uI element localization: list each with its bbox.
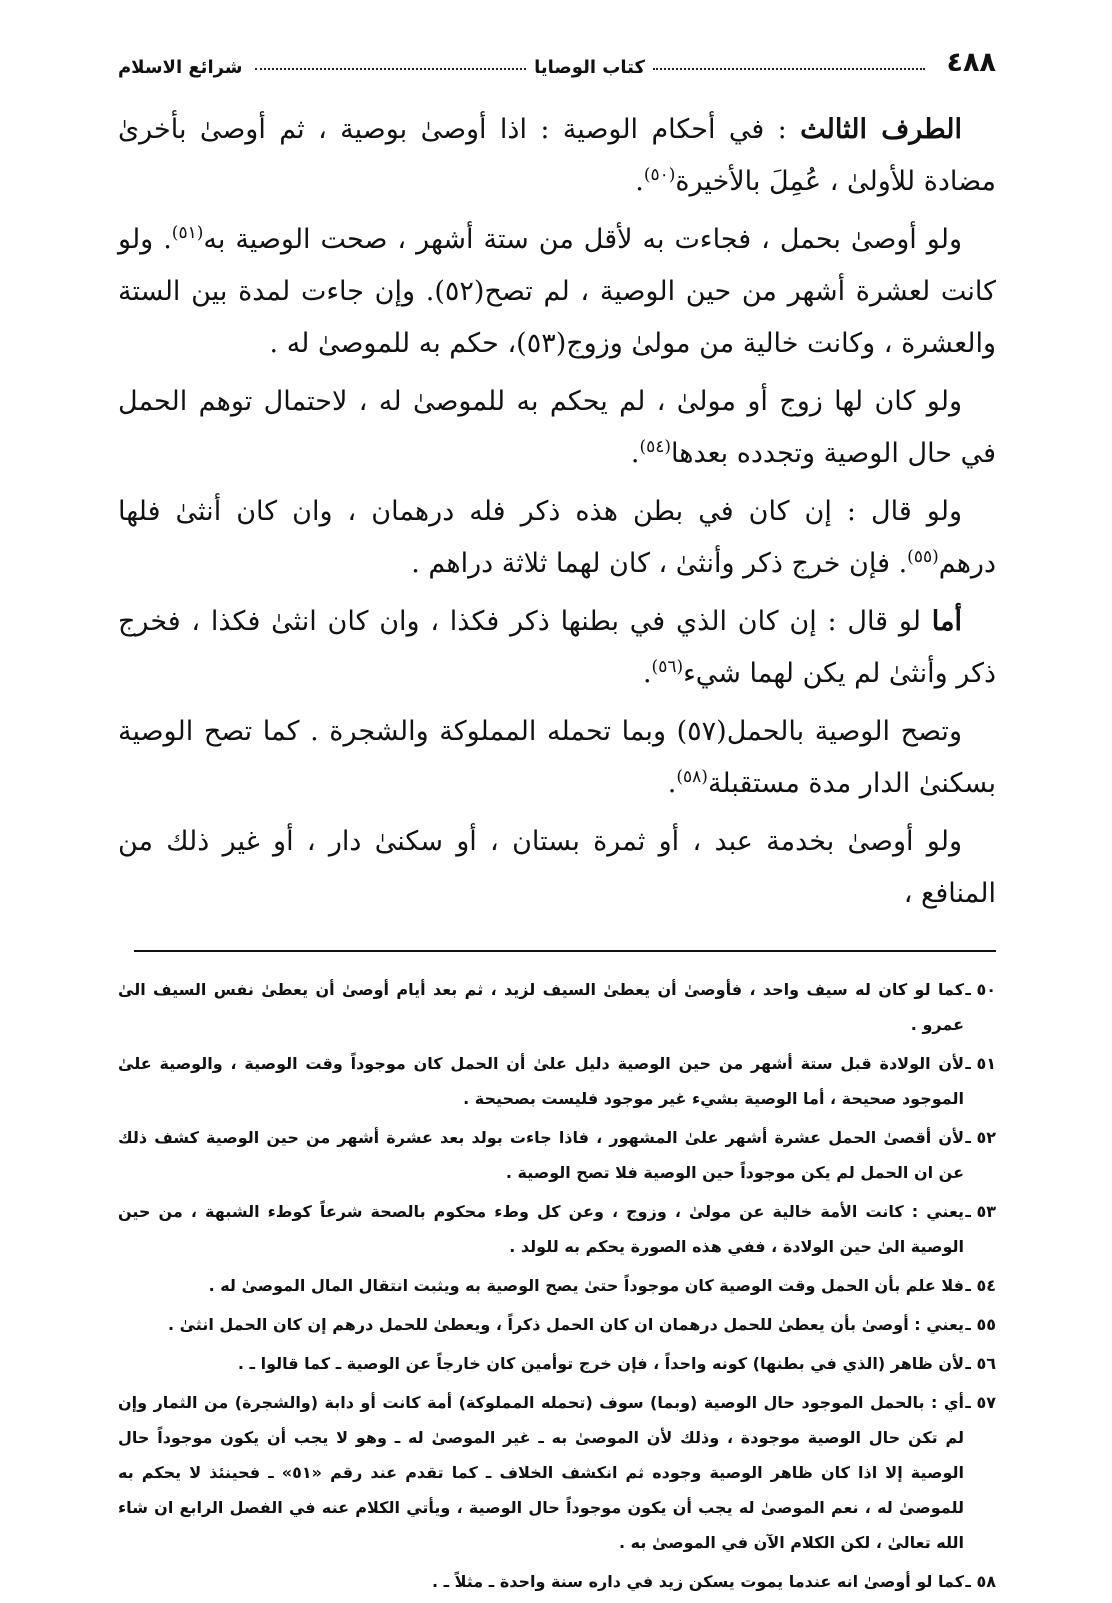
paragraph (118, 376, 996, 480)
footnote-text: لأن ظاهر (الذي في بطنها) كونه واحداً ، فإن خرج توأمين كان خارجاً عن الوصية ـ كما قالوا ـ . (237, 1354, 964, 1373)
paragraph (118, 104, 996, 208)
footnote-ref: (٥٦) (651, 657, 684, 677)
footnote-number: ٥٢ ـ (965, 1128, 996, 1147)
paragraph (118, 214, 996, 370)
paragraph-tail: . (630, 438, 640, 469)
footnote (118, 1385, 996, 1560)
footnotes (118, 972, 996, 1599)
footnote (118, 972, 996, 1042)
paragraph (118, 816, 996, 920)
footnote-ref: (٥٤) (639, 437, 671, 457)
paragraph-text: ولو أوصىٰ بحمل ، فجاءت به لأقل من ستة أشهر ، صحت الوصية به (203, 224, 962, 255)
paragraph-text: ولو كان لها زوج أو مولىٰ ، لم يحكم به للموصىٰ له ، لاحتمال توهم الحمل في حال الوصية وتجدده بعدها (118, 386, 996, 469)
footnote-text: فلا علم بأن الحمل وقت الوصية كان موجوداً حتىٰ يصح الوصية به ويثبت انتقال المال الموصىٰ له . (208, 1276, 964, 1295)
footnote-text: يعني : أوصىٰ بأن يعطىٰ للحمل درهمان ان كان الحمل ذكراً ، ويعطىٰ للحمل درهم إن كان الحمل انثىٰ . (167, 1315, 964, 1334)
footnote-number: ٥٥ ـ (965, 1315, 996, 1334)
paragraph-text: ولو أوصىٰ بخدمة عبد ، أو ثمرة بستان ، أو سكنىٰ دار ، أو غير ذلك من المنافع ، (118, 826, 996, 909)
footnote (118, 1120, 996, 1190)
footnote-number: ٥٧ ـ (965, 1393, 996, 1412)
book-page (118, 38, 996, 1603)
footnote (118, 1194, 996, 1264)
paragraph-tail: . (667, 768, 677, 799)
header-leader-dots (653, 68, 925, 70)
paragraph-tail: . ولو كانت لعشرة أشهر من حين الوصية ، لم تصح(٥٢). وإن جاءت لمدة بين الستة والعشرة ، وكانت خالية من مولىٰ وزوج(٥٣)، حكم به للموصىٰ له . (118, 224, 996, 359)
footnote-text: لأن الولادة قبل ستة أشهر من حين الوصية دليل علىٰ أن الحمل كان موجوداً وقت الوصية ، والوصية علىٰ الموجود صحيحة ، أما الوصية بشيء غير موجود فليست بصحيحة . (118, 1054, 964, 1108)
footnote-ref: (٥٨) (676, 767, 708, 787)
paragraph-lead: الطرف الثالث (800, 114, 962, 145)
paragraph-tail: . فإن خرج ذكر وأنثىٰ ، كان لهما ثلاثة دراهم . (411, 548, 908, 579)
paragraph (118, 486, 996, 590)
footnote (118, 1564, 996, 1599)
paragraph-text: ولو قال : إن كان في بطن هذه ذكر فله درهمان ، وان كان أنثىٰ فلها درهم (118, 496, 996, 579)
page-number: ٤٨٨ (946, 47, 996, 78)
paragraph-tail: . (635, 166, 644, 197)
footnote-ref: (٥١) (171, 223, 204, 243)
paragraph-text: وتصح الوصية بالحمل(٥٧) وبما تحمله المملوكة والشجرة . كما تصح الوصية بسكنىٰ الدار مدة مستقبلة (118, 716, 996, 799)
footnote-text: كما لو أوصىٰ انه عندما يموت يسكن زيد في داره سنة واحدة ـ مثلاً ـ . (431, 1572, 964, 1591)
footnote-number: ٥٨ ـ (965, 1572, 996, 1591)
footnote-number: ٥٠ ـ (965, 980, 996, 999)
footnote-text: يعني : كانت الأمة خالية عن مولىٰ ، وزوج ، وعن كل وطء محكوم بالصحة شرعاً كوطء الشبهة ، من حين الوصية الىٰ حين الولادة ، ففي هذه الصورة يحكم به للولد . (118, 1202, 964, 1256)
book-title: شرائع الاسلام (117, 57, 243, 78)
footnote-divider (134, 950, 996, 952)
footnote (118, 1307, 996, 1342)
footnote (118, 1046, 996, 1116)
paragraph-text: : في أحكام الوصية : اذا أوصىٰ بوصية ، ثم أوصىٰ بأخرىٰ مضادة للأولىٰ ، عُمِلَ بالأخيرة (118, 114, 996, 197)
paragraph (118, 596, 996, 700)
footnote (118, 1346, 996, 1381)
header-leader-dots (255, 68, 527, 70)
footnote (118, 1268, 996, 1303)
footnote-text: لأن أقصىٰ الحمل عشرة أشهر علىٰ المشهور ، فاذا جاءت بولد بعد عشرة أشهر من حين الوصية كشف ذلك عن ان الحمل لم يكن موجوداً حين الوصية فلا تصح الوصية . (118, 1128, 964, 1182)
footnote-number: ٥٣ ـ (965, 1202, 996, 1221)
footnote-text: كما لو كان له سيف واحد ، فأوصىٰ أن يعطىٰ السيف لزيد ، ثم بعد أيام أوصىٰ أن يعطىٰ نفس السيف الىٰ عمرو . (118, 980, 964, 1034)
paragraph (118, 706, 996, 810)
footnote-number: ٥١ ـ (965, 1054, 996, 1073)
footnote-ref: (٥٠) (643, 165, 676, 185)
running-header (118, 38, 996, 78)
footnote-number: ٥٦ ـ (965, 1354, 996, 1373)
footnote-number: ٥٤ ـ (965, 1276, 996, 1295)
footnote-ref: (٥٥) (907, 547, 939, 567)
paragraph-text: لو قال : إن كان الذي في بطنها ذكر فكذا ، وان كان انثىٰ فكذا ، فخرج ذكر وأنثىٰ لم يكن لهما شيء (118, 606, 996, 689)
main-text (118, 104, 996, 920)
paragraph-lead: أما (931, 606, 962, 637)
chapter-title: كتاب الوصايا (534, 57, 645, 78)
footnote-text: أي : بالحمل الموجود حال الوصية (وبما) سوف (تحمله المملوكة) أمة كانت أو دابة (والشجرة) من الثمار وإن لم تكن حال الوصية موجودة ، وذلك لأن الموصىٰ به ـ غير الموصىٰ له ـ وهو لا يجب أن يكون موجوداً حال الوصية إلا اذا كان ظاهر الوصية وجوده ثم انكشف الخلاف ـ كما تقدم عند رقم «٥١» ـ فحينئذ لا يحكم به للموصىٰ له ، نعم الموصىٰ له يجب أن يكون موجوداً حال الوصية ، ويأتي الكلام عنه في الفصل الرابع ان شاء الله تعالىٰ ، لكن الكلام الآن في الموصىٰ به . (118, 1393, 965, 1552)
paragraph-tail: . (642, 658, 652, 689)
